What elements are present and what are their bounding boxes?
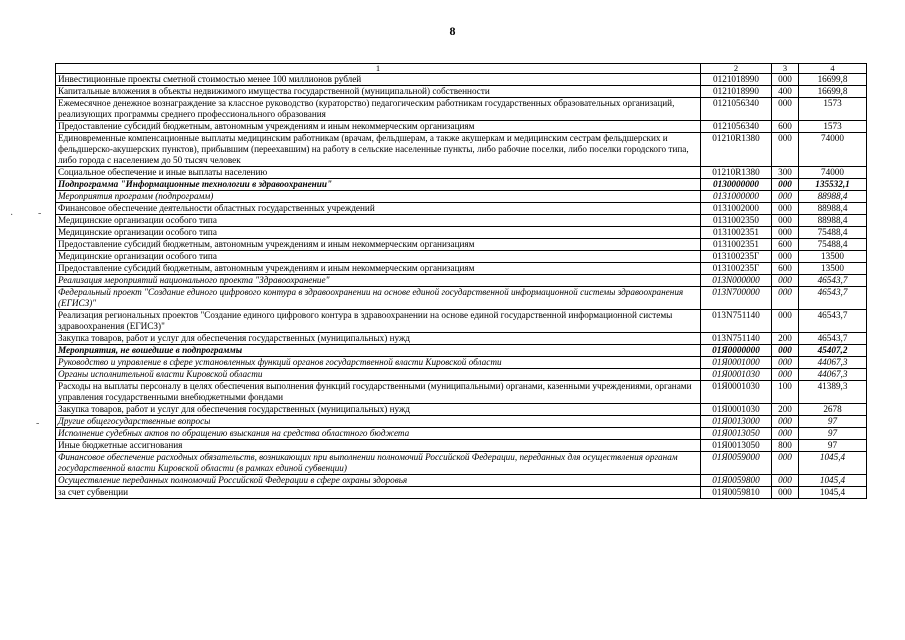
row-type-cell: 000 bbox=[772, 227, 799, 239]
table-row bbox=[56, 416, 867, 428]
row-name-cell: Исполнение судебных актов по обращению взыскания на средства областного бюджета bbox=[56, 428, 701, 440]
table-row bbox=[56, 287, 867, 310]
scan-speck: - bbox=[38, 208, 42, 219]
table-row bbox=[56, 191, 867, 203]
row-amount-cell: 1573 bbox=[799, 121, 867, 133]
row-name-cell: Осуществление переданных полномочий Российской Федерации в сфере охраны здоровья bbox=[56, 475, 701, 487]
table-row bbox=[56, 86, 867, 98]
row-name-cell: Закупка товаров, работ и услуг для обеспечения государственных (муниципальных) нужд bbox=[56, 333, 701, 345]
table-row bbox=[56, 227, 867, 239]
row-amount-cell: 16699,8 bbox=[799, 86, 867, 98]
row-code-cell: 01Я0001030 bbox=[701, 381, 772, 404]
row-name-cell: Закупка товаров, работ и услуг для обеспечения государственных (муниципальных) нужд bbox=[56, 404, 701, 416]
row-type-cell: 000 bbox=[772, 345, 799, 357]
row-amount-cell: 75488,4 bbox=[799, 227, 867, 239]
row-name-cell: Реализация мероприятий национального проекта "Здравоохранение" bbox=[56, 275, 701, 287]
row-code-cell: 01210R1380 bbox=[701, 167, 772, 179]
table-row bbox=[56, 275, 867, 287]
row-amount-cell: 74000 bbox=[799, 133, 867, 167]
table-row bbox=[56, 404, 867, 416]
row-name-cell: Медицинские организации особого типа bbox=[56, 227, 701, 239]
row-code-cell: 01Я0059800 bbox=[701, 475, 772, 487]
row-code-cell: 0131002351 bbox=[701, 227, 772, 239]
table-row bbox=[56, 428, 867, 440]
table-header-row bbox=[56, 64, 867, 74]
row-name-cell: Социальное обеспечение и иные выплаты населению bbox=[56, 167, 701, 179]
row-name-cell: Руководство и управление в сфере установленных функций органов государственной власти Кировской области bbox=[56, 357, 701, 369]
table-row bbox=[56, 345, 867, 357]
row-type-cell: 000 bbox=[772, 357, 799, 369]
table-row bbox=[56, 121, 867, 133]
row-name-cell: за счет субвенции bbox=[56, 487, 701, 499]
table-body bbox=[56, 74, 867, 499]
header-cell-name: 1 bbox=[56, 64, 701, 74]
table-row bbox=[56, 487, 867, 499]
header-cell-code: 2 bbox=[701, 64, 772, 74]
row-type-cell: 000 bbox=[772, 428, 799, 440]
row-code-cell: 013100235Г bbox=[701, 263, 772, 275]
row-code-cell: 013N000000 bbox=[701, 275, 772, 287]
table-row bbox=[56, 133, 867, 167]
scan-speck: · bbox=[10, 210, 14, 221]
row-type-cell: 200 bbox=[772, 404, 799, 416]
row-code-cell: 0121056340 bbox=[701, 121, 772, 133]
row-name-cell: Предоставление субсидий бюджетным, автономным учреждениям и иным некоммерческим организациям bbox=[56, 239, 701, 251]
table-row bbox=[56, 251, 867, 263]
table-row bbox=[56, 215, 867, 227]
row-type-cell: 000 bbox=[772, 74, 799, 86]
table-row bbox=[56, 310, 867, 333]
row-type-cell: 000 bbox=[772, 475, 799, 487]
row-name-cell: Мероприятия, не вошедшие в подпрограммы bbox=[56, 345, 701, 357]
row-amount-cell: 46543,7 bbox=[799, 310, 867, 333]
page-number: 8 bbox=[449, 24, 456, 38]
header-cell-amount: 4 bbox=[799, 64, 867, 74]
row-code-cell: 01Я0059000 bbox=[701, 452, 772, 475]
row-name-cell: Единовременные компенсационные выплаты медицинским работникам (врачам, фельдшерам, а также акушеркам и медицинским сестрам фельдшерских и фельдшерско-акушерских пунктов), прибывшим (переехавшим) на работу в сельские населенные пункты, либо рабочие поселки, либо поселки городского типа, либо города с населением до 50 тысяч человек bbox=[56, 133, 701, 167]
row-amount-cell: 16699,8 bbox=[799, 74, 867, 86]
row-code-cell: 0131002351 bbox=[701, 239, 772, 251]
row-name-cell: Предоставление субсидий бюджетным, автономным учреждениям и иным некоммерческим организациям bbox=[56, 121, 701, 133]
row-type-cell: 000 bbox=[772, 191, 799, 203]
row-name-cell: Финансовое обеспечение расходных обязательств, возникающих при выполнении полномочий Российской Федерации, переданных для осуществления органам государственной власти Кировской области (в рамках единой субвенции) bbox=[56, 452, 701, 475]
row-type-cell: 300 bbox=[772, 167, 799, 179]
row-amount-cell: 46543,7 bbox=[799, 287, 867, 310]
row-amount-cell: 46543,7 bbox=[799, 333, 867, 345]
table-row bbox=[56, 475, 867, 487]
table-row bbox=[56, 98, 867, 121]
row-type-cell: 000 bbox=[772, 179, 799, 191]
table-row bbox=[56, 440, 867, 452]
row-code-cell: 013N700000 bbox=[701, 287, 772, 310]
row-type-cell: 000 bbox=[772, 416, 799, 428]
row-amount-cell: 45407,2 bbox=[799, 345, 867, 357]
row-type-cell: 000 bbox=[772, 369, 799, 381]
row-code-cell: 01210R1380 bbox=[701, 133, 772, 167]
row-type-cell: 600 bbox=[772, 263, 799, 275]
row-amount-cell: 97 bbox=[799, 428, 867, 440]
row-code-cell: 01Я0013050 bbox=[701, 440, 772, 452]
row-type-cell: 000 bbox=[772, 487, 799, 499]
header-cell-type: 3 bbox=[772, 64, 799, 74]
row-code-cell: 0131002000 bbox=[701, 203, 772, 215]
row-amount-cell: 46543,7 bbox=[799, 275, 867, 287]
row-type-cell: 000 bbox=[772, 287, 799, 310]
row-type-cell: 000 bbox=[772, 98, 799, 121]
row-amount-cell: 1045,4 bbox=[799, 487, 867, 499]
row-name-cell: Другие общегосударственные вопросы bbox=[56, 416, 701, 428]
table-row bbox=[56, 381, 867, 404]
row-amount-cell: 88988,4 bbox=[799, 203, 867, 215]
row-name-cell: Медицинские организации особого типа bbox=[56, 215, 701, 227]
row-name-cell: Капитальные вложения в объекты недвижимого имущества государственной (муниципальной) собственности bbox=[56, 86, 701, 98]
row-type-cell: 200 bbox=[772, 333, 799, 345]
row-name-cell: Органы исполнительной власти Кировской области bbox=[56, 369, 701, 381]
row-type-cell: 600 bbox=[772, 239, 799, 251]
row-type-cell: 000 bbox=[772, 310, 799, 333]
row-amount-cell: 97 bbox=[799, 416, 867, 428]
row-name-cell: Мероприятия программ (подпрограмм) bbox=[56, 191, 701, 203]
budget-table bbox=[55, 63, 867, 499]
row-type-cell: 000 bbox=[772, 133, 799, 167]
row-amount-cell: 1573 bbox=[799, 98, 867, 121]
row-code-cell: 0131002350 bbox=[701, 215, 772, 227]
row-code-cell: 01Я0001030 bbox=[701, 369, 772, 381]
row-amount-cell: 44067,3 bbox=[799, 357, 867, 369]
row-code-cell: 01Я0001000 bbox=[701, 357, 772, 369]
row-code-cell: 01Я0013000 bbox=[701, 416, 772, 428]
row-amount-cell: 88988,4 bbox=[799, 191, 867, 203]
row-code-cell: 01Я0000000 bbox=[701, 345, 772, 357]
row-amount-cell: 41389,3 bbox=[799, 381, 867, 404]
row-code-cell: 0130000000 bbox=[701, 179, 772, 191]
row-code-cell: 013N751140 bbox=[701, 310, 772, 333]
scan-speck: - bbox=[36, 418, 40, 429]
row-type-cell: 800 bbox=[772, 440, 799, 452]
table-row bbox=[56, 239, 867, 251]
row-amount-cell: 74000 bbox=[799, 167, 867, 179]
row-name-cell: Иные бюджетные ассигнования bbox=[56, 440, 701, 452]
table-row bbox=[56, 333, 867, 345]
row-type-cell: 000 bbox=[772, 203, 799, 215]
table-row bbox=[56, 357, 867, 369]
row-code-cell: 0121018990 bbox=[701, 74, 772, 86]
row-amount-cell: 44067,3 bbox=[799, 369, 867, 381]
row-code-cell: 01Я0059810 bbox=[701, 487, 772, 499]
table-row bbox=[56, 369, 867, 381]
row-amount-cell: 75488,4 bbox=[799, 239, 867, 251]
row-name-cell: Предоставление субсидий бюджетным, автономным учреждениям и иным некоммерческим организациям bbox=[56, 263, 701, 275]
row-name-cell: Реализация региональных проектов "Создание единого цифрового контура в здравоохранении на основе единой государственной информационной системы здравоохранения (ЕГИСЗ)" bbox=[56, 310, 701, 333]
row-amount-cell: 97 bbox=[799, 440, 867, 452]
row-amount-cell: 1045,4 bbox=[799, 475, 867, 487]
table-row bbox=[56, 263, 867, 275]
row-amount-cell: 13500 bbox=[799, 263, 867, 275]
table-row bbox=[56, 452, 867, 475]
row-amount-cell: 88988,4 bbox=[799, 215, 867, 227]
row-code-cell: 01Я0001030 bbox=[701, 404, 772, 416]
row-name-cell: Медицинские организации особого типа bbox=[56, 251, 701, 263]
row-code-cell: 01Я0013050 bbox=[701, 428, 772, 440]
table-row bbox=[56, 203, 867, 215]
row-type-cell: 400 bbox=[772, 86, 799, 98]
row-code-cell: 0131000000 bbox=[701, 191, 772, 203]
row-amount-cell: 2678 bbox=[799, 404, 867, 416]
table-row bbox=[56, 167, 867, 179]
row-name-cell: Подпрограмма "Информационные технологии в здравоохранении" bbox=[56, 179, 701, 191]
row-name-cell: Инвестиционные проекты сметной стоимостью менее 100 миллионов рублей bbox=[56, 74, 701, 86]
row-code-cell: 0121018990 bbox=[701, 86, 772, 98]
row-type-cell: 000 bbox=[772, 452, 799, 475]
row-type-cell: 000 bbox=[772, 215, 799, 227]
table-row bbox=[56, 179, 867, 191]
row-code-cell: 013100235Г bbox=[701, 251, 772, 263]
row-amount-cell: 1045,4 bbox=[799, 452, 867, 475]
row-type-cell: 000 bbox=[772, 251, 799, 263]
row-code-cell: 0121056340 bbox=[701, 98, 772, 121]
row-amount-cell: 135532,1 bbox=[799, 179, 867, 191]
row-name-cell: Федеральный проект "Создание единого цифрового контура в здравоохранении на основе единой государственной информационной системы здравоохранения (ЕГИСЗ)" bbox=[56, 287, 701, 310]
row-name-cell: Финансовое обеспечение деятельности областных государственных учреждений bbox=[56, 203, 701, 215]
row-type-cell: 100 bbox=[772, 381, 799, 404]
table-row bbox=[56, 74, 867, 86]
row-type-cell: 000 bbox=[772, 275, 799, 287]
row-name-cell: Расходы на выплаты персоналу в целях обеспечения выполнения функций государственными (муниципальными) органами, казенными учреждениями, органами управления государственными внебюджетными фондами bbox=[56, 381, 701, 404]
row-type-cell: 600 bbox=[772, 121, 799, 133]
row-name-cell: Ежемесячное денежное вознаграждение за классное руководство (кураторство) педагогическим работникам государственных образовательных организаций, реализующих программы среднего профессионального образования bbox=[56, 98, 701, 121]
row-amount-cell: 13500 bbox=[799, 251, 867, 263]
row-code-cell: 013N751140 bbox=[701, 333, 772, 345]
